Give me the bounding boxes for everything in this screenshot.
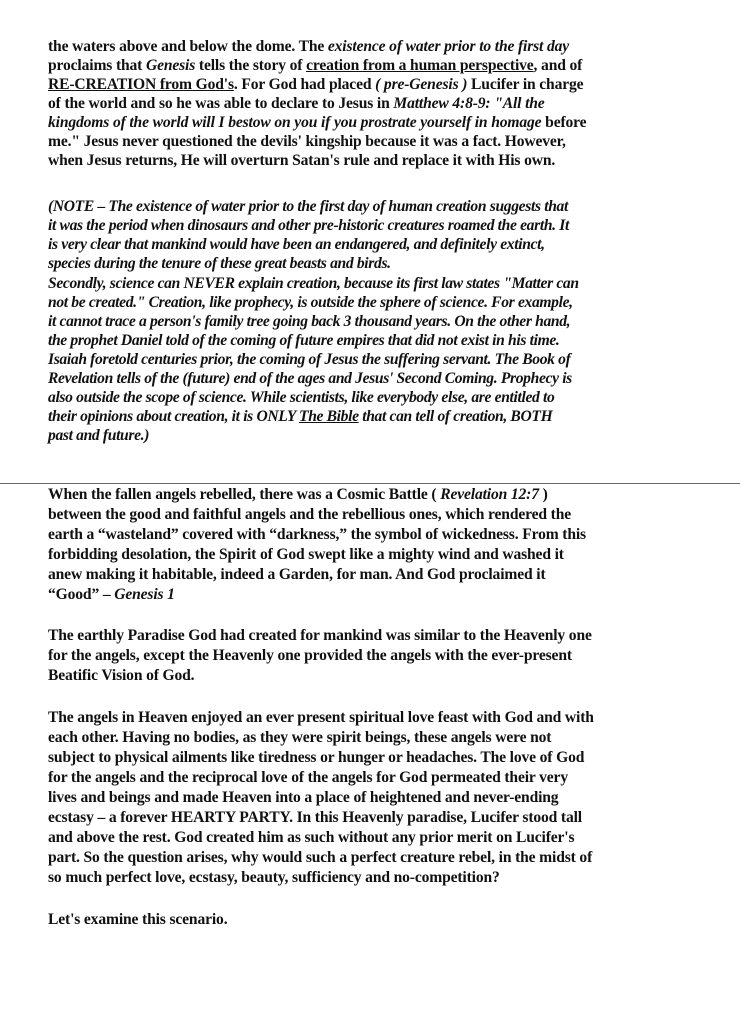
note-line: Secondly, science can NEVER explain creation, because its first law states "Matter can — [48, 275, 579, 292]
note-line: not be created." Creation, like prophecy, is outside the sphere of science. For example, — [48, 294, 573, 311]
scripture-quote: kingdoms of the world will I bestow on you if you prostrate yourself in homage — [48, 114, 542, 131]
text-line: part. So the question arises, why would such a perfect creature rebel, in the midst of — [48, 849, 593, 866]
text-line: Beatific Vision of God. — [48, 667, 195, 684]
note-line: their opinions about creation, it is ONLY The Bible that can tell of creation, BOTH — [48, 408, 553, 425]
note-line: it cannot trace a person's family tree going back 3 thousand years. On the other hand, — [48, 313, 571, 330]
page-divider — [0, 483, 740, 484]
underlined-phrase: The Bible — [299, 408, 359, 425]
note-line: past and future.) — [48, 427, 150, 444]
emphasis: ( pre-Genesis ) — [375, 76, 468, 93]
text-line: of the world and so he was able to declare to Jesus in Matthew 4:8-9: "All the — [48, 95, 545, 112]
text-line: for the angels, except the Heavenly one provided the angels with the ever-present — [48, 647, 572, 664]
text-line: each other. Having no bodies, as they were spirit beings, these angels were not — [48, 729, 552, 746]
text-line: me." Jesus never questioned the devils' kingship because it was a fact. However, — [48, 133, 566, 150]
text-line: subject to physical ailments like tiredness or hunger or headaches. The love of God — [48, 749, 585, 766]
note-line: also outside the scope of science. While scientists, like everybody else, are entitled to — [48, 389, 555, 406]
note-line: species during the tenure of these great beasts and birds. — [48, 255, 391, 272]
text-line: “Good” – Genesis 1 — [48, 586, 175, 603]
text-line: anew making it habitable, indeed a Garden, for man. And God proclaimed it — [48, 566, 546, 583]
text-line: When the fallen angels rebelled, there was a Cosmic Battle ( Revelation 12:7 ) — [48, 486, 548, 503]
closing-line: Let's examine this scenario. — [48, 911, 228, 928]
note-line: Isaiah foretold centuries prior, the coming of Jesus the suffering servant. The Book of — [48, 351, 571, 368]
text-line: The angels in Heaven enjoyed an ever present spiritual love feast with God and with — [48, 709, 594, 726]
text-line: ecstasy – a forever HEARTY PARTY. In this Heavenly paradise, Lucifer stood tall — [48, 809, 582, 826]
note-line: (NOTE – The existence of water prior to the first day of human creation suggests that — [48, 198, 568, 215]
text-line: forbidding desolation, the Spirit of God swept like a mighty wind and washed it — [48, 546, 564, 563]
text-line: RE-CREATION from God's. For God had placed ( pre-Genesis ) Lucifer in charge — [48, 76, 584, 93]
text-line: kingdoms of the world will I bestow on you if you prostrate yourself in homage before — [48, 114, 587, 131]
text-line: lives and beings and made Heaven into a place of heightened and never-ending — [48, 789, 559, 806]
emphasis: existence of water prior to the first day — [327, 38, 570, 55]
underlined-phrase: creation from a human perspective — [306, 57, 534, 74]
note-line: is very clear that mankind would have been an endangered, and definitely extinct, — [48, 236, 545, 253]
text-line: earth a “wasteland” covered with “darkness,” the symbol of wickedness. From this — [48, 526, 586, 543]
text-line: proclaims that Genesis tells the story of creation from a human perspective, and of — [48, 57, 583, 74]
underlined-phrase: RE-CREATION from God's — [48, 76, 234, 93]
scripture-reference: Revelation 12:7 — [440, 486, 539, 503]
scripture-reference: Genesis 1 — [114, 586, 175, 603]
scripture-reference: Matthew 4:8-9: "All the — [393, 95, 545, 112]
text-line: so much perfect love, ecstasy, beauty, sufficiency and no-competition? — [48, 869, 500, 886]
book-reference: Genesis — [145, 57, 196, 74]
text-line: for the angels and the reciprocal love of the angels for God permeated their very — [48, 769, 568, 786]
text-line: between the good and faithful angels and the rebellious ones, which rendered the — [48, 506, 571, 523]
note-line: the prophet Daniel told of the coming of future empires that did not exist in his time. — [48, 332, 560, 349]
text-line: when Jesus returns, He will overturn Satan's rule and replace it with His own. — [48, 152, 556, 169]
text-line: the waters above and below the dome. The existence of water prior to the first day — [48, 38, 570, 55]
text-line: The earthly Paradise God had created for mankind was similar to the Heavenly one — [48, 627, 592, 644]
text-line: and above the rest. God created him as such without any prior merit on Lucifer's — [48, 829, 575, 846]
note-line: Revelation tells of the (future) end of the ages and Jesus' Second Coming. Prophecy is — [48, 370, 572, 387]
note-line: it was the period when dinosaurs and other pre-historic creatures roamed the earth. It — [48, 217, 569, 234]
